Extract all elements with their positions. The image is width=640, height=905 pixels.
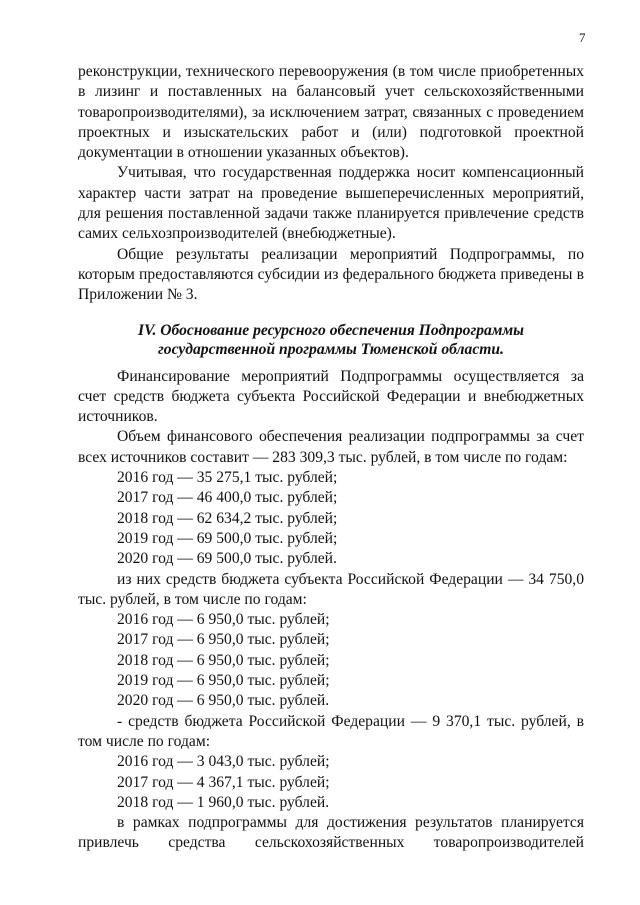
total-by-year-list bbox=[78, 468, 584, 569]
section-heading-line-2: государственной программы Тюменской области. bbox=[158, 340, 504, 358]
page-number: 7 bbox=[579, 30, 586, 45]
paragraph-results: Общие результаты реализации мероприятий Подпрограммы, по которым предоставляются субсидии из федерального бюджета приведены в Приложении № 3. bbox=[78, 245, 584, 304]
paragraph-financing: Финансирование мероприятий Подпрограммы осуществляется за счет средств бюджета субъекта Российской Федерации и внебюджетных источников. bbox=[78, 367, 584, 426]
subject-budget-by-year-list bbox=[78, 610, 584, 711]
list-item: 2017 год — 4 367,1 тыс. рублей; bbox=[117, 773, 330, 791]
federal-budget-by-year-list bbox=[78, 752, 584, 813]
section-heading-line-1: IV. Обоснование ресурсного обеспечения Подпрограммы bbox=[138, 321, 524, 339]
section-heading bbox=[78, 321, 584, 359]
paragraph-compensation: Учитывая, что государственная поддержка носит компенсационный характер части затрат на проведение вышеперечисленных мероприятий, для решения поставленной задачи также планируется привлечение средств самих сельхозпроизводителей (внебюджетные). bbox=[78, 164, 584, 243]
paragraph-subject-budget: из них средств бюджета субъекта Российской Федерации — 34 750,0 тыс. рублей, в том числе по годам: bbox=[78, 570, 584, 608]
paragraph-reconstruction: реконструкции, технического перевооружения (в том числе приобретенных в лизинг и поставленных на балансовый учет сельскохозяйственными товаропроизводителями), за исключением затрат, связанных с проведением проектных и изыскательских работ и (или) подготовкой проектной документации в отношении указанных объектов). bbox=[78, 63, 584, 162]
list-item: 2017 год — 46 400,0 тыс. рублей; bbox=[117, 489, 338, 507]
list-item: 2018 год — 62 634,2 тыс. рублей; bbox=[117, 509, 338, 527]
list-item: 2017 год — 6 950,0 тыс. рублей; bbox=[117, 631, 330, 649]
paragraph-producers-line-2: привлечь средства сельскохозяйственных товаропроизводителей bbox=[78, 834, 584, 852]
paragraph-total-volume: Объем финансового обеспечения реализации подпрограммы за счет всех источников составит — 283 309,3 тыс. рублей, в том числе по годам: bbox=[78, 428, 584, 466]
page-body bbox=[78, 62, 584, 854]
list-item: 2016 год — 35 275,1 тыс. рублей; bbox=[117, 469, 338, 487]
list-item: 2019 год — 6 950,0 тыс. рублей; bbox=[117, 672, 330, 690]
paragraph-federal-budget: - средств бюджета Российской Федерации — 9 370,1 тыс. рублей, в том числе по годам: bbox=[78, 712, 584, 750]
paragraph-producers-line-1: в рамках подпрограммы для достижения результатов планируется bbox=[117, 814, 584, 832]
list-item: 2020 год — 6 950,0 тыс. рублей. bbox=[117, 692, 330, 710]
list-item: 2019 год — 69 500,0 тыс. рублей; bbox=[117, 529, 338, 547]
list-item: 2016 год — 6 950,0 тыс. рублей; bbox=[117, 611, 330, 629]
list-item: 2016 год — 3 043,0 тыс. рублей; bbox=[117, 753, 330, 771]
list-item: 2020 год — 69 500,0 тыс. рублей. bbox=[117, 550, 337, 568]
list-item: 2018 год — 1 960,0 тыс. рублей. bbox=[117, 793, 330, 811]
list-item: 2018 год — 6 950,0 тыс. рублей; bbox=[117, 651, 330, 669]
